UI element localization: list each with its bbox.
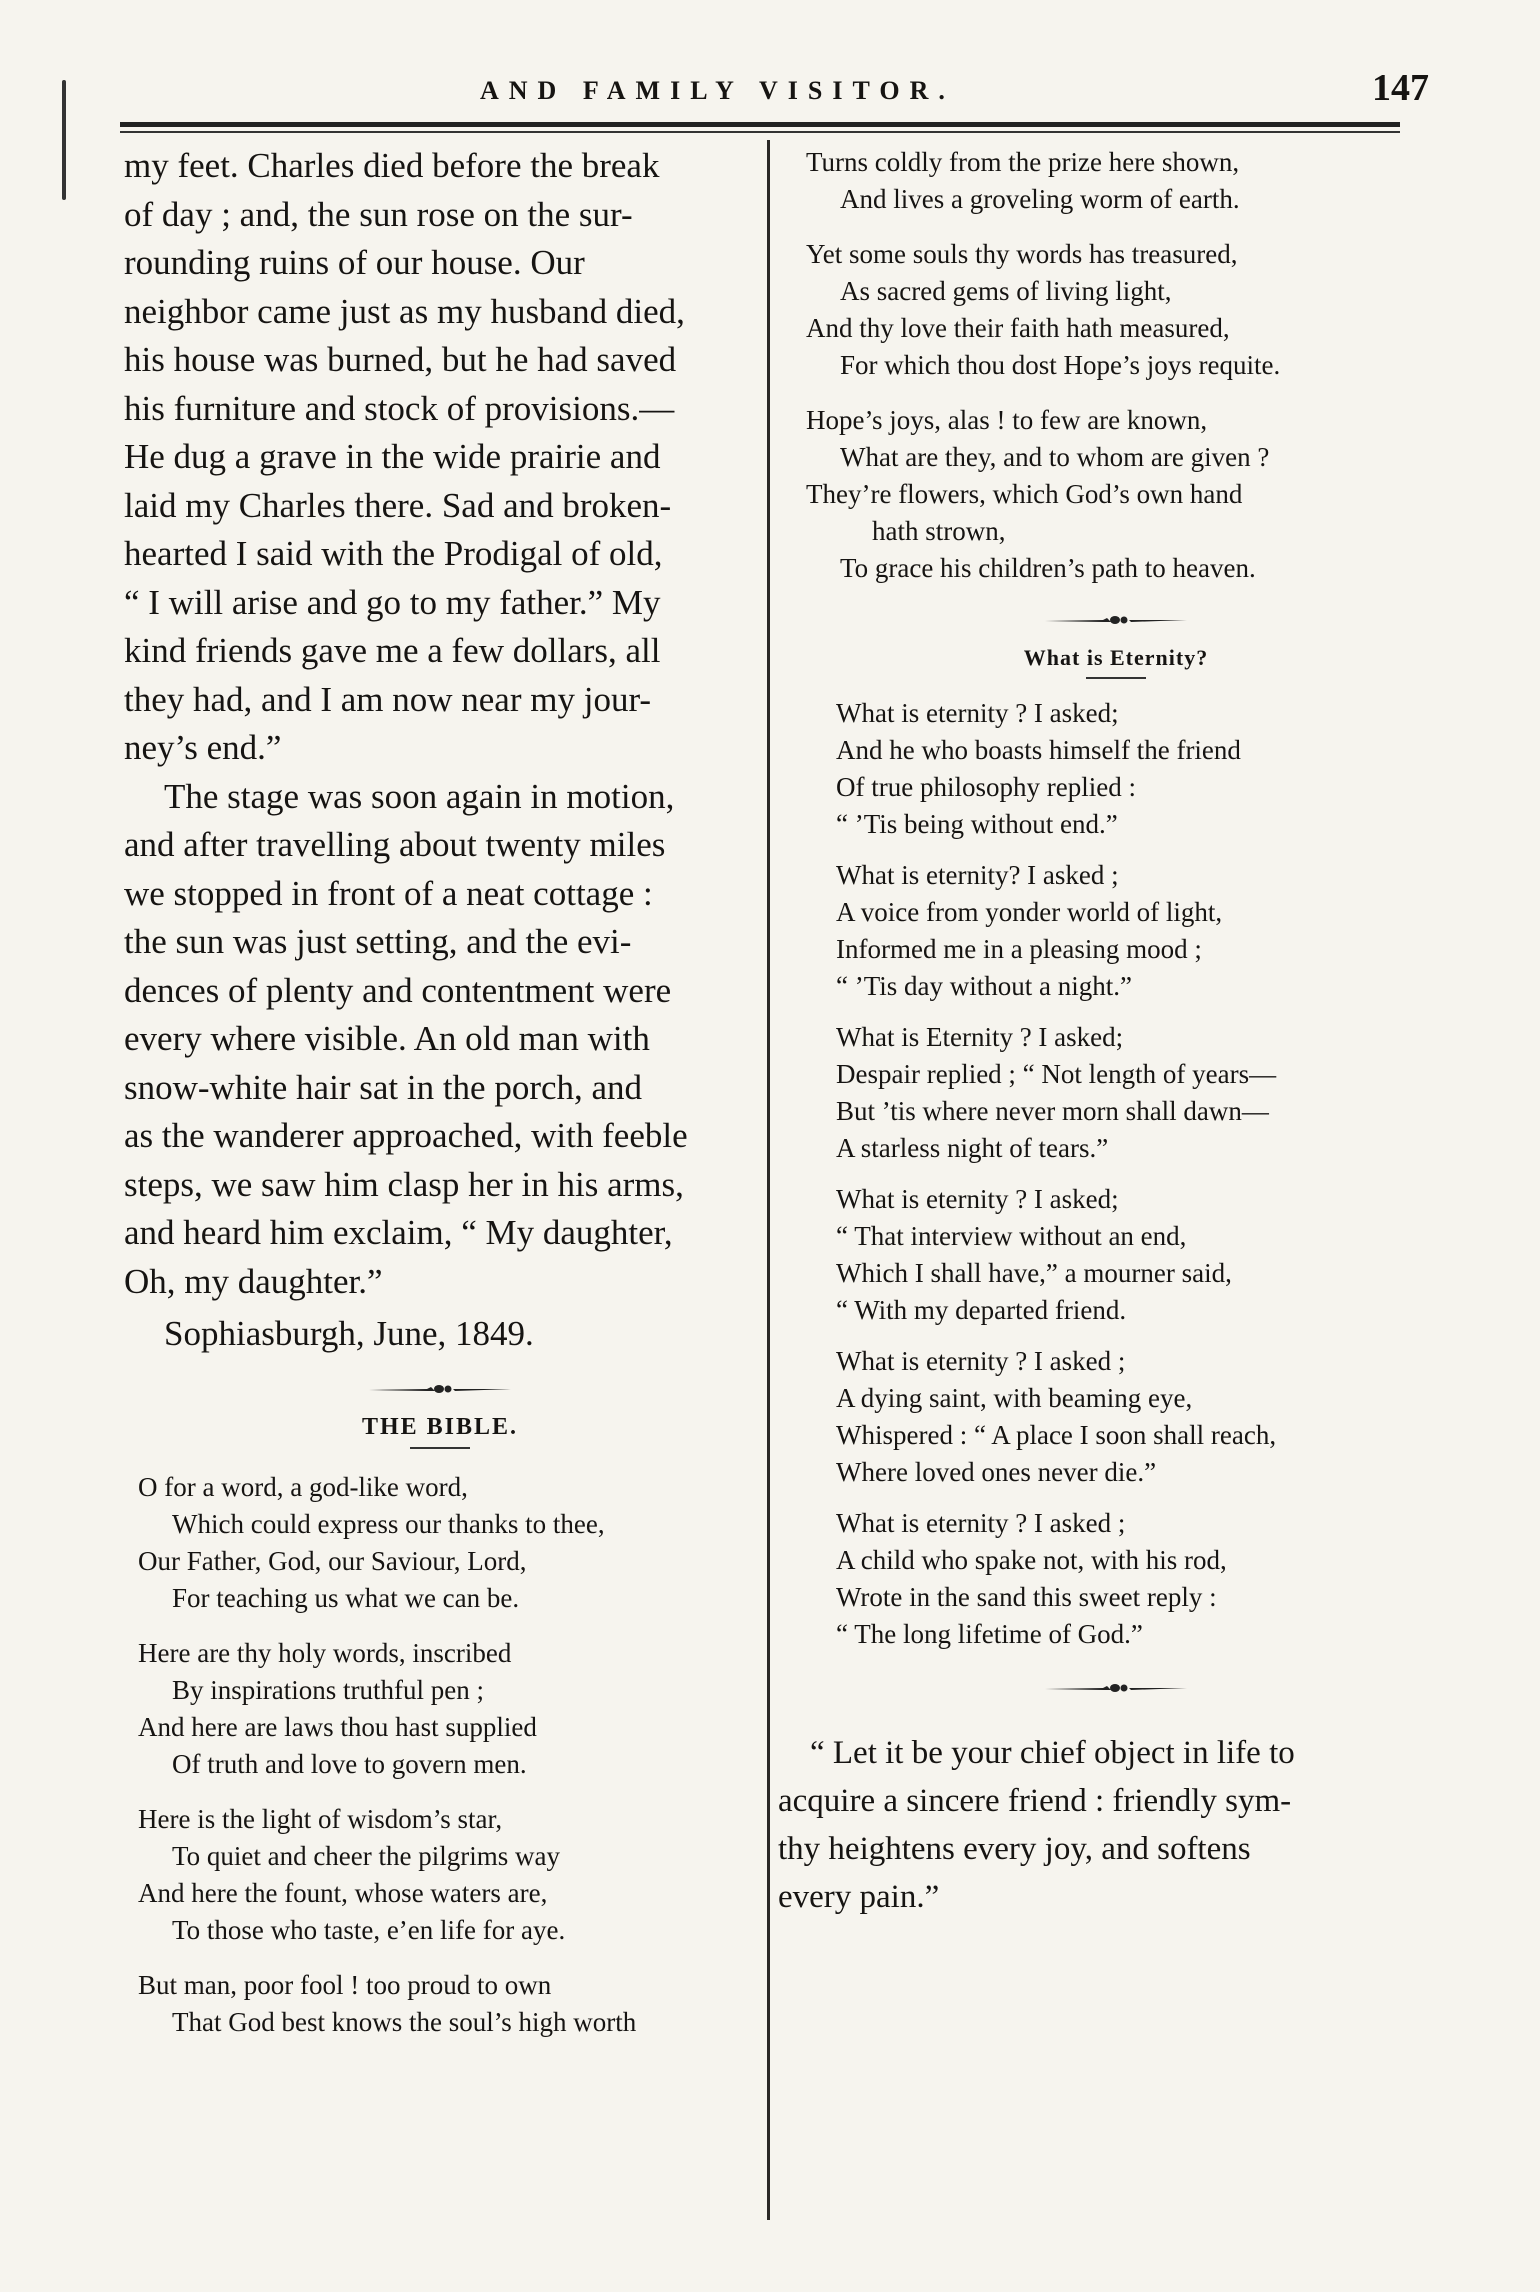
verse-line: What is eternity ? I asked ; <box>836 1508 1126 1538</box>
verse-line: Wrote in the sand this sweet reply : <box>836 1582 1217 1612</box>
verse-line: To grace his children’s path to heaven. <box>840 553 1256 583</box>
verse-line: And lives a groveling worm of earth. <box>840 184 1240 214</box>
story-line: they had, and I am now near my jour- <box>124 679 652 719</box>
poem-stanza <box>124 1469 756 1617</box>
poem-title: What is Eternity? <box>1023 645 1209 670</box>
poem-stanza <box>836 1343 1426 1491</box>
verse-line: Of truth and love to govern men. <box>172 1749 527 1779</box>
page-number: 147 <box>1372 67 1429 109</box>
poem-bible <box>124 1469 756 2041</box>
poem-eternity <box>806 695 1426 1653</box>
poem-stanza <box>124 1967 756 2041</box>
header-rule-thin <box>120 131 1400 133</box>
verse-line: And he who boasts himself the friend <box>836 735 1241 765</box>
ornament-divider-icon <box>365 1374 515 1404</box>
verse-line: And here are laws thou hast supplied <box>138 1712 537 1742</box>
poem-stanza <box>836 1181 1426 1329</box>
header-rule <box>120 122 1400 127</box>
verse-line: For which thou dost Hope’s joys requite. <box>840 350 1281 380</box>
verse-line: A dying saint, with beaming eye, <box>836 1383 1193 1413</box>
story-line: “ I will arise and go to my father.” My <box>124 582 661 622</box>
verse-line: What is eternity ? I asked; <box>836 698 1119 728</box>
verse-line: What is eternity? I asked ; <box>836 860 1119 890</box>
story-paragraph <box>124 773 756 1307</box>
verse-line: O for a word, a god-like word, <box>138 1472 468 1502</box>
story-line: snow-white hair sat in the porch, and <box>124 1067 643 1107</box>
story-line: my feet. Charles died before the break <box>124 146 660 185</box>
verse-line: Whispered : “ A place I soon shall reach, <box>836 1420 1277 1450</box>
verse-line: Here is the light of wisdom’s star, <box>138 1804 503 1834</box>
story-line: the sun was just setting, and the evi- <box>124 922 632 961</box>
running-head <box>0 0 1540 140</box>
verse-line: Which could express our thanks to thee, <box>172 1509 605 1539</box>
verse-line: What is eternity ? I asked ; <box>836 1346 1126 1376</box>
story-line: The stage was soon again in motion, <box>164 776 675 816</box>
story-line: ney’s end.” <box>124 728 282 767</box>
verse-line: Where loved ones never die.” <box>836 1457 1157 1487</box>
verse-line: “ With my departed friend. <box>836 1295 1127 1325</box>
verse-line: A starless night of tears.” <box>836 1133 1109 1163</box>
story-line: hearted I said with the Prodigal of old, <box>124 534 663 573</box>
verse-line: They’re flowers, which God’s own hand <box>806 479 1243 509</box>
closing-quote <box>778 1729 1426 1921</box>
poem-stanza <box>836 857 1426 1005</box>
verse-line: Turns coldly from the prize here shown, <box>806 147 1240 177</box>
story-line: of day ; and, the sun rose on the sur- <box>124 194 633 234</box>
column-divider <box>767 140 770 2220</box>
ornament-divider-icon <box>1041 605 1191 635</box>
verse-line: Our Father, God, our Saviour, Lord, <box>138 1546 527 1576</box>
verse-line: By inspirations truthful pen ; <box>172 1675 484 1705</box>
title-underline <box>1086 677 1146 679</box>
verse-line: Informed me in a pleasing mood ; <box>836 934 1202 964</box>
running-title: AND FAMILY VISITOR. <box>480 76 955 105</box>
story-paragraph <box>124 142 756 773</box>
verse-line: But ’tis where never morn shall dawn— <box>836 1096 1269 1126</box>
story-line: neighbor came just as my husband died, <box>124 291 685 331</box>
poem-title: THE BIBLE. <box>361 1414 519 1440</box>
verse-line: What is eternity ? I asked; <box>836 1184 1119 1214</box>
poem-stanza <box>836 695 1426 843</box>
story-line: and after travelling about twenty miles <box>124 825 666 864</box>
margin-mark <box>62 80 66 200</box>
quote-line: acquire a sincere friend : friendly sym- <box>778 1783 1292 1819</box>
verse-line: Yet some souls thy words has treasured, <box>806 239 1238 269</box>
verse-line: “ ’Tis day without a night.” <box>836 971 1132 1001</box>
verse-line: A voice from yonder world of light, <box>836 897 1223 927</box>
story-line: we stopped in front of a neat cottage : <box>124 873 653 913</box>
poem-stanza <box>124 1635 756 1783</box>
ornament-divider-icon <box>1041 1673 1191 1703</box>
poem-bible-continued <box>806 144 1426 587</box>
quote-line: thy heightens every joy, and softens <box>778 1831 1251 1867</box>
dateline: Sophiasburgh, June, 1849. <box>164 1314 534 1353</box>
title-underline <box>410 1447 470 1449</box>
verse-line: Despair replied ; “ Not length of years— <box>836 1059 1277 1089</box>
quote-line: “ Let it be your chief object in life to <box>810 1735 1295 1771</box>
verse-line: Of true philosophy replied : <box>836 772 1136 802</box>
verse-line: What is Eternity ? I asked; <box>836 1022 1124 1052</box>
story-line: every where visible. An old man with <box>124 1019 650 1058</box>
verse-line: “ The long lifetime of God.” <box>836 1619 1143 1649</box>
poem-stanza <box>806 144 1426 218</box>
story-line: as the wanderer approached, with feeble <box>124 1116 688 1155</box>
story-line: Oh, my daughter.” <box>124 1261 383 1301</box>
verse-line: Hope’s joys, alas ! to few are known, <box>806 405 1208 435</box>
story-line: kind friends gave me a few dollars, all <box>124 631 661 670</box>
poem-stanza <box>836 1505 1426 1653</box>
story-line: He dug a grave in the wide prairie and <box>124 437 661 476</box>
verse-line: And here the fount, whose waters are, <box>138 1878 548 1908</box>
poem-stanza <box>124 1801 756 1949</box>
verse-line: And thy love their faith hath measured, <box>806 313 1230 343</box>
left-column <box>124 142 756 2041</box>
story-line: and heard him exclaim, “ My daughter, <box>124 1213 673 1252</box>
verse-line: That God best knows the soul’s high worth <box>172 2007 637 2037</box>
verse-line: A child who spake not, with his rod, <box>836 1545 1227 1575</box>
right-column <box>778 144 1426 1921</box>
verse-line: “ That interview without an end, <box>836 1221 1187 1251</box>
verse-line: Which I shall have,” a mourner said, <box>836 1258 1232 1288</box>
verse-line: To quiet and cheer the pilgrims way <box>172 1841 560 1871</box>
story-line: rounding ruins of our house. Our <box>124 243 585 282</box>
verse-line: To those who taste, e’en life for aye. <box>172 1915 566 1945</box>
story-line: steps, we saw him clasp her in his arms, <box>124 1164 684 1204</box>
story-line: laid my Charles there. Sad and broken- <box>124 485 672 525</box>
story-line: his furniture and stock of provisions.— <box>124 388 675 428</box>
poem-stanza <box>806 236 1426 384</box>
quote-line: every pain.” <box>778 1879 940 1915</box>
verse-line: As sacred gems of living light, <box>840 276 1172 306</box>
verse-line: “ ’Tis being without end.” <box>836 809 1118 839</box>
story-line: his house was burned, but he had saved <box>124 340 677 379</box>
verse-line: For teaching us what we can be. <box>172 1583 520 1613</box>
verse-line: hath strown, <box>872 516 1006 546</box>
verse-line: Here are thy holy words, inscribed <box>138 1638 512 1668</box>
verse-line: But man, poor fool ! too proud to own <box>138 1970 552 2000</box>
story-line: dences of plenty and contentment were <box>124 970 672 1010</box>
verse-line: What are they, and to whom are given ? <box>840 442 1270 472</box>
poem-stanza <box>836 1019 1426 1167</box>
poem-stanza <box>806 402 1426 587</box>
